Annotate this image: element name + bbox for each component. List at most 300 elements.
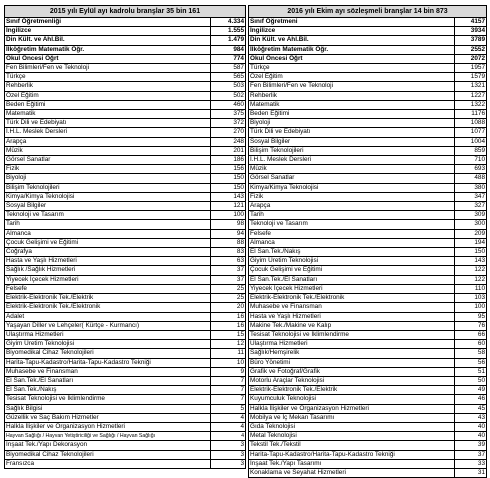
table-row (249, 156, 487, 165)
table-row (5, 211, 246, 220)
branch-name-cell: Tekstil Tek./Tekstil (249, 441, 455, 450)
branch-name-cell: Teknoloji ve Tasarım (249, 220, 455, 229)
table-row (5, 450, 246, 459)
branch-name-cell: Bilişim Teknolojileri (5, 183, 211, 192)
branch-name-cell: Türkçe (249, 64, 455, 73)
table-row (5, 192, 246, 201)
branch-name-cell: Giyim Üretim Teknolojisi (249, 257, 455, 266)
table-row (5, 36, 246, 45)
branch-count-cell: 58 (455, 349, 487, 358)
branch-name-cell: Yiyecek İçecek Hizmetleri (249, 284, 455, 293)
branch-count-cell: 150 (211, 183, 246, 192)
table-row (249, 422, 487, 431)
table-row (5, 358, 246, 367)
branch-count-cell: 1.555 (211, 27, 246, 36)
branch-name-cell: Harita-Tapu-Kadastro/Harita-Tapu-Kadastro Tekniği (249, 450, 455, 459)
table-row (249, 349, 487, 358)
table-row (5, 395, 246, 404)
branch-count-cell: 100 (211, 211, 246, 220)
branch-name-cell: Hayvan Sağlığı / Hayvan Yetiştiriciliği ve Sağlığı / Hayvan Sağlığı (5, 432, 211, 441)
branch-count-cell: 51 (455, 367, 487, 376)
branch-name-cell: Ulaştırma Hizmetleri (249, 340, 455, 349)
table-row (5, 100, 246, 109)
table-row (249, 229, 487, 238)
table-row (5, 238, 246, 247)
branch-name-cell: Müzik (249, 165, 455, 174)
branch-count-cell: 186 (211, 156, 246, 165)
branch-count-cell: 83 (211, 248, 246, 257)
branch-name-cell: El San.Tek./El Sanatları (249, 275, 455, 284)
branch-count-cell: 1176 (455, 110, 487, 119)
branch-name-cell: Kimya/Kimya Teknolojisi (249, 183, 455, 192)
branch-count-cell: 95 (455, 312, 487, 321)
branch-count-cell: 587 (211, 64, 246, 73)
branch-name-cell: Biyoloji (5, 174, 211, 183)
branch-name-cell: Rehberlik (5, 82, 211, 91)
branch-name-cell: Mobilya ve İç Mekan Tasarımı (249, 413, 455, 422)
table-row (5, 459, 246, 468)
branch-count-cell: 88 (211, 238, 246, 247)
branch-name-cell: Büro Yönetimi (249, 358, 455, 367)
branch-count-cell: 46 (455, 395, 487, 404)
branch-name-cell: Muhasebe ve Finansman (5, 367, 211, 376)
branch-count-cell: 502 (211, 91, 246, 100)
table-row (5, 284, 246, 293)
table-row (249, 202, 487, 211)
branch-count-cell: 7 (211, 376, 246, 385)
branch-count-cell: 11 (211, 349, 246, 358)
branch-name-cell: Elektrik-Elektronik Tek./Elektrik (5, 294, 211, 303)
table-row (5, 64, 246, 73)
table-row (249, 183, 487, 192)
table-row (249, 413, 487, 422)
branch-count-cell: 40 (455, 422, 487, 431)
branch-name-cell: Harita-Tapu-Kadastro/Harita-Tapu-Kadastro Tekniği (5, 358, 211, 367)
branch-name-cell: İnşaat Tek./Yapı Dekorasyon (5, 441, 211, 450)
left-table-title: 2015 yılı Eylül ayı kadrolu branşlar 35 bin 161 (5, 6, 246, 18)
branch-name-cell: Konaklama ve Seyahat Hizmetleri (249, 468, 455, 477)
table-row (5, 303, 246, 312)
table-row (249, 340, 487, 349)
branch-count-cell: 7 (211, 395, 246, 404)
branch-count-cell: 122 (455, 266, 487, 275)
branch-name-cell: Özel Eğitim (5, 91, 211, 100)
branch-count-cell: 3 (211, 441, 246, 450)
branch-name-cell: Sağlık/Hemşirelik (249, 349, 455, 358)
table-row (249, 174, 487, 183)
branch-name-cell: Yiyecek İçecek Hizmetleri (5, 275, 211, 284)
branch-count-cell: 31 (455, 468, 487, 477)
branch-count-cell: 1004 (455, 137, 487, 146)
table-row (249, 73, 487, 82)
branch-count-cell: 110 (455, 284, 487, 293)
branch-count-cell: 1077 (455, 128, 487, 137)
branch-name-cell: İ.H.L. Meslek Dersleri (5, 128, 211, 137)
branch-count-cell: 984 (211, 45, 246, 54)
branch-name-cell: Makine Tek./Makine ve Kalıp (249, 321, 455, 330)
branch-count-cell: 2552 (455, 45, 487, 54)
table-row (249, 165, 487, 174)
branch-name-cell: Çocuk Gelişimi ve Eğitimi (249, 266, 455, 275)
table-row (5, 27, 246, 36)
branch-count-cell: 1321 (455, 82, 487, 91)
branch-name-cell: Sağlık Bilgisi (5, 404, 211, 413)
table-row (249, 192, 487, 201)
branch-count-cell: 103 (455, 294, 487, 303)
table-row (5, 376, 246, 385)
table-row (5, 330, 246, 339)
table-row (5, 386, 246, 395)
branch-count-cell: 25 (211, 294, 246, 303)
branch-count-cell: 1957 (455, 64, 487, 73)
branch-name-cell: Görsel Sanatlar (249, 174, 455, 183)
branch-count-cell: 9 (211, 367, 246, 376)
branch-name-cell: İngilizce (249, 27, 455, 36)
branch-count-cell: 270 (211, 128, 246, 137)
table-row (249, 91, 487, 100)
branch-count-cell: 16 (211, 321, 246, 330)
branch-count-cell: 98 (211, 220, 246, 229)
sozlesmeli-branches-table (248, 5, 487, 478)
branch-name-cell: İlköğretim Matematik Öğr. (249, 45, 455, 54)
branch-count-cell: 503 (211, 82, 246, 91)
table-row (249, 275, 487, 284)
branch-name-cell: Sınıf Öğretmenliği (5, 18, 211, 27)
table-row (5, 73, 246, 82)
branch-name-cell: Fen Bilimleri/Fen ve Teknoloji (249, 82, 455, 91)
branch-count-cell: 37 (211, 266, 246, 275)
branch-count-cell: 94 (211, 229, 246, 238)
branch-name-cell: Tarih (5, 220, 211, 229)
table-row (5, 128, 246, 137)
branch-count-cell: 1.479 (211, 36, 246, 45)
table-row (5, 220, 246, 229)
branch-count-cell: 66 (455, 330, 487, 339)
table-row (249, 294, 487, 303)
table-row (249, 303, 487, 312)
table-row (5, 275, 246, 284)
table-row (249, 432, 487, 441)
branch-count-cell: 209 (455, 229, 487, 238)
branch-name-cell: Yaşayan Diller ve Lehçeler( Kürtçe - Kurmancı) (5, 321, 211, 330)
branch-count-cell: 40 (455, 432, 487, 441)
table-row (249, 27, 487, 36)
branch-name-cell: Müzik (5, 146, 211, 155)
branch-name-cell: Din Kült. ve Ahl.Bil. (5, 36, 211, 45)
branch-count-cell: 5 (211, 404, 246, 413)
right-table-title: 2016 yılı Ekim ayı sözleşmeli branşlar 14 bin 873 (249, 6, 487, 18)
branch-name-cell: Kuyumculuk Teknolojisi (249, 395, 455, 404)
table-row (5, 18, 246, 27)
branch-count-cell: 7 (211, 386, 246, 395)
branch-name-cell: Fizik (5, 165, 211, 174)
branch-count-cell: 37 (211, 275, 246, 284)
branch-count-cell: 50 (455, 376, 487, 385)
table-row (249, 367, 487, 376)
table-row (249, 376, 487, 385)
branch-name-cell: Halkla İlişkiler ve Organizasyon Hizmetleri (5, 422, 211, 431)
branch-name-cell: El San.Tek./Nakış (249, 248, 455, 257)
branch-name-cell: Almanca (5, 229, 211, 238)
branch-count-cell: 380 (455, 183, 487, 192)
branch-name-cell: Elektrik-Elektronik Tek./Elektronik (249, 294, 455, 303)
branch-count-cell: 121 (211, 202, 246, 211)
table-row (249, 468, 487, 477)
branch-name-cell: Gıda Teknolojisi (249, 422, 455, 431)
table-row (5, 54, 246, 63)
table-row (5, 202, 246, 211)
branch-name-cell: Hasta ve Yaşlı Hizmetleri (249, 312, 455, 321)
branch-count-cell: 37 (455, 450, 487, 459)
branch-count-cell: 1579 (455, 73, 487, 82)
table-row (249, 128, 487, 137)
branch-count-cell: 1227 (455, 91, 487, 100)
branch-name-cell: Biyomedikal Cihaz Teknolojileri (5, 450, 211, 459)
branch-name-cell: Motorlu Araçlar Teknolojisi (249, 376, 455, 385)
table-row (5, 441, 246, 450)
branch-count-cell: 565 (211, 73, 246, 82)
branch-count-cell: 143 (211, 192, 246, 201)
branch-count-cell: 4 (211, 413, 246, 422)
branch-name-cell: İ.H.L. Meslek Dersleri (249, 156, 455, 165)
branch-name-cell: Felsefe (5, 284, 211, 293)
branch-name-cell: Fen Bilimleri/Fen ve Teknoloji (5, 64, 211, 73)
table-row (249, 312, 487, 321)
branch-name-cell: El San.Tek./Nakış (5, 386, 211, 395)
branch-count-cell: 16 (211, 312, 246, 321)
branch-name-cell: Biyoloji (249, 119, 455, 128)
branch-count-cell: 372 (211, 119, 246, 128)
branch-count-cell: 3789 (455, 36, 487, 45)
branch-name-cell: Sağlık /Sağlık Hizmetleri (5, 266, 211, 275)
table-row (249, 257, 487, 266)
branch-count-cell: 248 (211, 137, 246, 146)
branch-name-cell: Teknoloji ve Tasarım (5, 211, 211, 220)
table-row (249, 238, 487, 247)
branch-name-cell: Sosyal Bilgiler (249, 137, 455, 146)
branch-name-cell: Tesisat Teknolojisi ve İklimlendirme (249, 330, 455, 339)
branch-name-cell: Din Kült. ve Ahl.Bil. (249, 36, 455, 45)
branch-name-cell: Arapça (249, 202, 455, 211)
branch-name-cell: Beden Eğitimi (249, 110, 455, 119)
branch-name-cell: Beden Eğitimi (5, 100, 211, 109)
table-row (5, 137, 246, 146)
branch-name-cell: Fizik (249, 192, 455, 201)
table-row (5, 266, 246, 275)
table-row (249, 441, 487, 450)
branch-count-cell: 1322 (455, 100, 487, 109)
table-row (249, 404, 487, 413)
branch-name-cell: Okul Öncesi Öğrt (249, 54, 455, 63)
branch-count-cell: 3 (211, 450, 246, 459)
branch-name-cell: Rehberlik (249, 91, 455, 100)
kadrolu-branches-table (4, 5, 246, 469)
branch-count-cell: 3 (211, 459, 246, 468)
table-row (249, 82, 487, 91)
branch-name-cell: Grafik ve Fotoğraf/Grafik (249, 367, 455, 376)
table-row (5, 432, 246, 441)
table-row (249, 395, 487, 404)
branch-count-cell: 12 (211, 340, 246, 349)
branch-name-cell: Muhasebe ve Finansman (249, 303, 455, 312)
table-row (5, 248, 246, 257)
branch-name-cell: Güzellik ve Saç Bakım Hizmetler (5, 413, 211, 422)
table-row (5, 422, 246, 431)
branch-count-cell: 76 (455, 321, 487, 330)
branch-name-cell: Coğrafya (5, 248, 211, 257)
table-row (5, 82, 246, 91)
branch-count-cell: 63 (211, 257, 246, 266)
branch-count-cell: 39 (455, 441, 487, 450)
branch-name-cell: Metal Teknolojisi (249, 432, 455, 441)
branch-count-cell: 300 (455, 220, 487, 229)
table-row (5, 45, 246, 54)
table-row (249, 54, 487, 63)
branch-count-cell: 194 (455, 238, 487, 247)
branch-count-cell: 150 (455, 248, 487, 257)
branch-name-cell: İngilizce (5, 27, 211, 36)
branch-name-cell: Biyomedikal Cihaz Teknolojileri (5, 349, 211, 358)
branch-name-cell: Çocuk Gelişimi ve Eğitimi (5, 238, 211, 247)
table-row (249, 64, 487, 73)
branch-count-cell: 100 (455, 303, 487, 312)
branch-count-cell: 4.334 (211, 18, 246, 27)
branch-count-cell: 25 (211, 284, 246, 293)
branch-name-cell: Felsefe (249, 229, 455, 238)
table-row (249, 358, 487, 367)
branch-count-cell: 45 (455, 404, 487, 413)
table-row (249, 146, 487, 155)
table-row (249, 321, 487, 330)
table-row (249, 248, 487, 257)
table-row (249, 110, 487, 119)
branch-count-cell: 774 (211, 54, 246, 63)
branch-name-cell: Hasta ve Yaşlı Hizmetleri (5, 257, 211, 266)
table-row (5, 174, 246, 183)
table-header-row (5, 6, 246, 18)
branch-name-cell: Türk Dili ve Edebiyatı (249, 128, 455, 137)
branch-count-cell: 15 (211, 330, 246, 339)
branch-count-cell: 3934 (455, 27, 487, 36)
branch-count-cell: 710 (455, 156, 487, 165)
branch-name-cell: El San.Tek./El Sanatları (5, 376, 211, 385)
table-row (5, 340, 246, 349)
branch-name-cell: Türkçe (5, 73, 211, 82)
table-row (5, 294, 246, 303)
table-header-row (249, 6, 487, 18)
table-row (5, 229, 246, 238)
branch-count-cell: 33 (455, 459, 487, 468)
branch-count-cell: 859 (455, 146, 487, 155)
table-row (249, 211, 487, 220)
table-row (249, 137, 487, 146)
branch-name-cell: Tesisat Teknolojisi ve İklimlendirme (5, 395, 211, 404)
branch-count-cell: 4 (211, 432, 246, 441)
table-row (249, 45, 487, 54)
table-row (249, 459, 487, 468)
table-row (5, 404, 246, 413)
branch-name-cell: Türk Dili ve Edebiyatı (5, 119, 211, 128)
branch-count-cell: 1088 (455, 119, 487, 128)
branch-name-cell: Görsel Sanatlar (5, 156, 211, 165)
table-row (249, 330, 487, 339)
branch-count-cell: 488 (455, 174, 487, 183)
table-row (5, 367, 246, 376)
table-row (5, 257, 246, 266)
table-row (249, 450, 487, 459)
branch-name-cell: Okul Öncesi Öğrt (5, 54, 211, 63)
branch-name-cell: Kimya/Kimya Teknolojisi (5, 192, 211, 201)
branch-count-cell: 56 (455, 358, 487, 367)
branch-name-cell: Elektrik-Elektronik Tek./Elektrik (249, 386, 455, 395)
branch-count-cell: 693 (455, 165, 487, 174)
branch-count-cell: 347 (455, 192, 487, 201)
branch-count-cell: 2072 (455, 54, 487, 63)
table-row (5, 110, 246, 119)
branch-count-cell: 4157 (455, 18, 487, 27)
table-row (249, 220, 487, 229)
branch-name-cell: Tarih (249, 211, 455, 220)
branch-name-cell: Adalet (5, 312, 211, 321)
branch-name-cell: Elektrik-Elektronik Tek./Elektronik (5, 303, 211, 312)
branch-name-cell: Ulaştırma Hizmetleri (5, 330, 211, 339)
branch-name-cell: Matematik (249, 100, 455, 109)
branch-name-cell: Halkla İlişkiler ve Organizasyon Hizmetleri (249, 404, 455, 413)
branch-name-cell: Bilişim Teknolojileri (249, 146, 455, 155)
table-row (249, 386, 487, 395)
branch-count-cell: 43 (455, 413, 487, 422)
branch-name-cell: Sınıf Öğretmeni (249, 18, 455, 27)
table-row (5, 165, 246, 174)
table-row (5, 156, 246, 165)
branch-count-cell: 4 (211, 422, 246, 431)
branch-count-cell: 460 (211, 100, 246, 109)
table-row (249, 284, 487, 293)
branch-count-cell: 122 (455, 275, 487, 284)
branch-name-cell: Özel Eğitim (249, 73, 455, 82)
table-row (5, 321, 246, 330)
branch-name-cell: Arapça (5, 137, 211, 146)
branch-count-cell: 20 (211, 303, 246, 312)
branch-count-cell: 375 (211, 110, 246, 119)
branch-count-cell: 150 (211, 174, 246, 183)
table-row (5, 119, 246, 128)
branch-name-cell: Sosyal Bilgiler (5, 202, 211, 211)
table-row (5, 91, 246, 100)
branch-count-cell: 143 (455, 257, 487, 266)
branch-name-cell: Giyim Üretim Teknolojisi (5, 340, 211, 349)
branch-count-cell: 327 (455, 202, 487, 211)
table-row (5, 349, 246, 358)
table-row (249, 18, 487, 27)
branch-name-cell: İnşaat Tek./Yapı Tasarımı (249, 459, 455, 468)
table-row (249, 266, 487, 275)
table-row (5, 183, 246, 192)
branch-count-cell: 156 (211, 165, 246, 174)
branch-name-cell: Fransızca (5, 459, 211, 468)
table-row (249, 119, 487, 128)
branch-count-cell: 49 (455, 386, 487, 395)
branch-count-cell: 60 (455, 340, 487, 349)
table-row (249, 100, 487, 109)
table-row (5, 413, 246, 422)
branch-name-cell: Almanca (249, 238, 455, 247)
table-row (5, 312, 246, 321)
branch-count-cell: 10 (211, 358, 246, 367)
table-row (249, 36, 487, 45)
table-row (5, 146, 246, 155)
branch-name-cell: Matematik (5, 110, 211, 119)
